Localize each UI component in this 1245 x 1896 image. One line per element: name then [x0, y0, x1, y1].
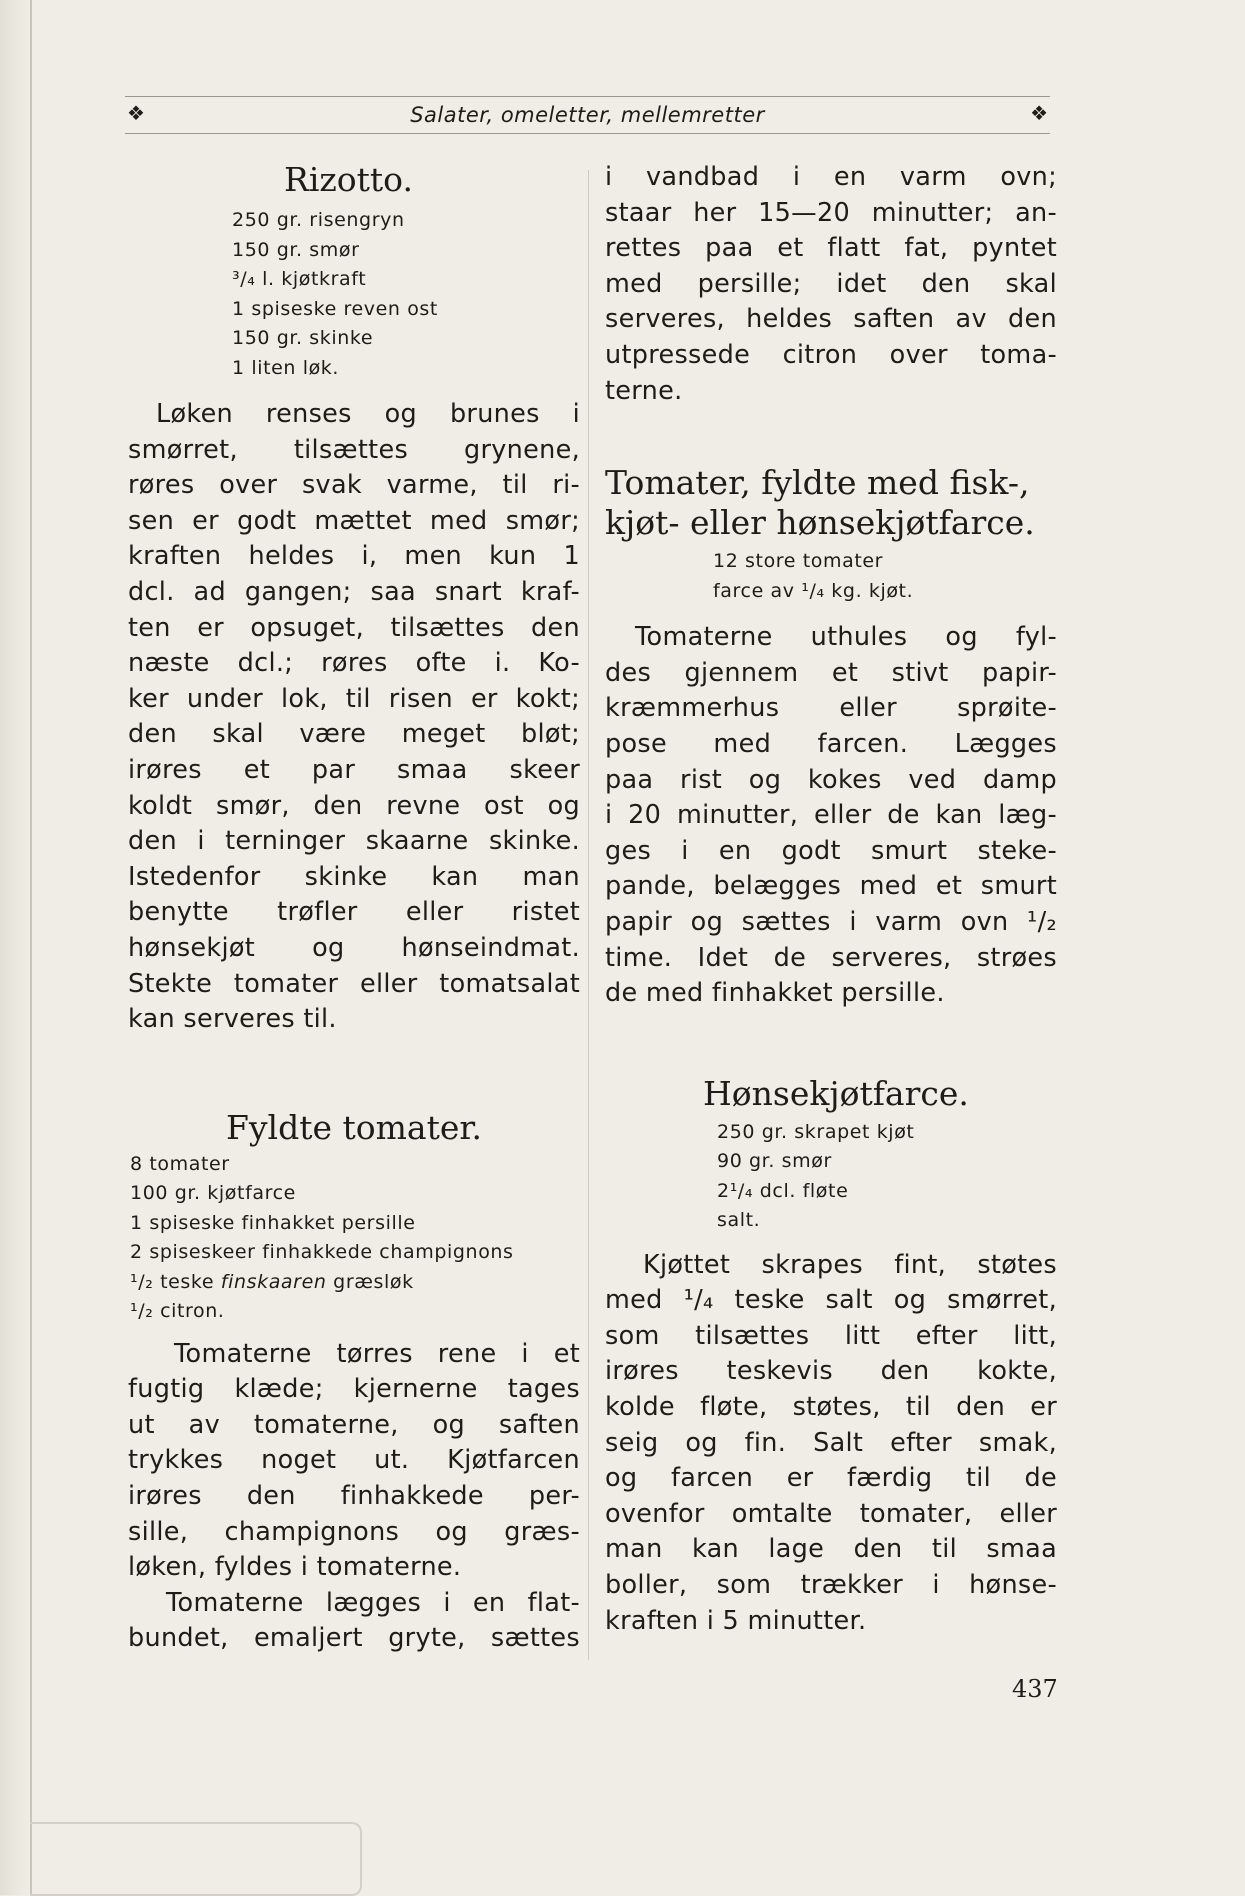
- ingredient: 150 gr. smør: [232, 238, 360, 261]
- text-line: Løken renses og brunes i: [156, 399, 580, 429]
- text-line: staar her 15—20 minutter; an-: [605, 197, 1057, 228]
- text-line: næste dcl.; røres ofte i. Ko-: [128, 648, 580, 679]
- rizotto-text: [128, 397, 580, 1038]
- ingredient-suffix: græsløk: [326, 1270, 414, 1293]
- text-line: og farcen er færdig til de: [605, 1463, 1057, 1494]
- page-tab-outline: [30, 1822, 362, 1896]
- ingredient: 8 tomater: [130, 1152, 230, 1175]
- rizotto-continued-text: [605, 160, 1057, 409]
- ingredient: 1 liten løk.: [232, 356, 340, 379]
- ingredient: [130, 1268, 580, 1298]
- text-line: kan serveres til.: [128, 1004, 337, 1035]
- ingredient: 1 spiseske finhakket persille: [130, 1211, 416, 1234]
- ingredient: 250 gr. risengryn: [232, 209, 405, 231]
- page-binding-edge: [0, 0, 32, 1895]
- ingredient: ¹/₂ citron.: [130, 1300, 225, 1323]
- page-number: 437: [1012, 1675, 1058, 1703]
- ingredient-italic: finskaaren: [220, 1270, 327, 1293]
- ingredient: 90 gr. smør: [717, 1150, 832, 1173]
- tomater-fisk-title-line-2: kjøt- eller hønsekjøtfarce.: [605, 503, 1035, 543]
- text-line: dcl. ad gangen; saa snart kraf-: [128, 576, 580, 607]
- text-line: ker under lok, til risen er kokt;: [128, 683, 580, 714]
- text-line: Stekte tomater eller tomatsalat: [128, 968, 580, 999]
- ingredient: 150 gr. skinke: [232, 327, 374, 349]
- text-line: rettes paa et flatt fat, pyntet: [605, 233, 1057, 264]
- ingredient: 1 spiseske reven ost: [232, 297, 438, 320]
- text-line: terne.: [605, 375, 683, 406]
- text-line: med persille; idet den skal: [605, 268, 1057, 299]
- text-line: utpressede citron over toma-: [605, 339, 1057, 370]
- left-column: [128, 160, 580, 1657]
- running-header: [125, 96, 1050, 134]
- text-line: de med finhakket persille.: [605, 978, 945, 1009]
- ingredient: salt.: [717, 1209, 761, 1232]
- text-line: i vandbad i en varm ovn;: [605, 162, 1057, 192]
- text-line: den skal være meget bløt;: [128, 719, 580, 750]
- text-line: irøres et par smaa skeer: [128, 754, 580, 785]
- text-line: Tomaterne tørres rene i et: [174, 1338, 580, 1369]
- tomater-fisk-text: [605, 620, 1057, 1012]
- ornament-right-icon: ❖: [1030, 101, 1048, 125]
- text-line: den i terninger skaarne skinke.: [128, 826, 580, 857]
- text-line: benytte trøfler eller ristet: [128, 897, 580, 928]
- text-line: des gjennem et stivt papir-: [605, 657, 1057, 688]
- tomater-fisk-ingredients: [713, 547, 1057, 606]
- ingredient: 2¹/₄ dcl. fløte: [717, 1179, 849, 1202]
- text-line: ut av tomaterne, og saften: [128, 1409, 580, 1440]
- text-line: i 20 minutter, eller de kan læg-: [605, 800, 1057, 831]
- text-line: kraften heldes i, men kun 1: [128, 541, 580, 572]
- rizotto-ingredients: [232, 206, 580, 383]
- text-line: trykkes noget ut. Kjøtfarcen: [128, 1445, 580, 1476]
- text-line: sille, champignons og græs-: [128, 1516, 580, 1547]
- text-line: Kjøttet skrapes fint, støtes: [643, 1249, 1057, 1280]
- text-line: kraften i 5 minutter.: [605, 1605, 867, 1636]
- text-line: koldt smør, den revne ost og: [128, 790, 580, 821]
- ingredient: 100 gr. kjøtfarce: [130, 1182, 296, 1205]
- text-line: irøres den finhakkede per-: [128, 1481, 580, 1512]
- text-line: seig og fin. Salt efter smak,: [605, 1427, 1057, 1458]
- honse-ingredients: [717, 1118, 1057, 1236]
- text-line: pande, belægges med et smurt: [605, 871, 1057, 902]
- ingredient: 2 spiseskeer finhakkede champignons: [130, 1241, 514, 1264]
- ingredient: 12 store tomater: [713, 550, 884, 573]
- text-line: smørret, tilsættes grynene,: [128, 434, 580, 465]
- text-line: røres over svak varme, til ri-: [128, 470, 580, 501]
- text-line: pose med farcen. Lægges: [605, 728, 1057, 759]
- fyldte-ingredients: [130, 1150, 580, 1327]
- right-column: [605, 160, 1057, 1639]
- text-line: serveres, heldes saften av den: [605, 304, 1057, 335]
- text-line: Istedenfor skinke kan man: [128, 861, 580, 892]
- text-line: hønsekjøt og hønseindmat.: [128, 932, 580, 963]
- honse-text: [605, 1248, 1057, 1640]
- ingredient: ³/₄ l. kjøtkraft: [232, 268, 367, 290]
- text-line: som tilsættes litt efter litt,: [605, 1320, 1057, 1351]
- text-line: kolde fløte, støtes, til den er: [605, 1392, 1057, 1423]
- text-line: boller, som trækker i hønse-: [605, 1570, 1057, 1601]
- text-line: ovenfor omtalte tomater, eller: [605, 1498, 1057, 1529]
- text-line: papir og sættes i varm ovn ¹/₂: [605, 906, 1057, 937]
- text-line: fugtig klæde; kjernerne tages: [128, 1374, 580, 1405]
- ingredient-prefix: ¹/₂ teske: [130, 1270, 221, 1293]
- text-line: sen er godt mættet med smør;: [128, 505, 580, 536]
- text-line: time. Idet de serveres, strøes: [605, 942, 1057, 973]
- column-divider: [588, 170, 589, 1660]
- text-line: Tomaterne uthules og fyl-: [635, 622, 1057, 653]
- ingredient: farce av ¹/₄ kg. kjøt.: [713, 579, 914, 602]
- text-line: man kan lage den til smaa: [605, 1534, 1057, 1565]
- fyldte-text: [128, 1337, 580, 1657]
- running-header-title: Salater, omeletter, mellemretter: [410, 103, 765, 127]
- text-line: ges i en godt smurt steke-: [605, 835, 1057, 866]
- text-line: ten er opsuget, tilsættes den: [128, 612, 580, 643]
- text-line: paa rist og kokes ved damp: [605, 764, 1057, 795]
- tomater-fisk-title-line-1: Tomater, fyldte med fisk-,: [605, 463, 1030, 503]
- text-line: Tomaterne lægges i en flat-: [166, 1587, 580, 1618]
- text-line: kræmmerhus eller sprøite-: [605, 693, 1057, 724]
- text-line: bundet, emaljert gryte, sættes: [128, 1623, 580, 1654]
- honse-title: Hønsekjøtfarce.: [703, 1073, 969, 1113]
- text-line: løken, fyldes i tomaterne.: [128, 1552, 462, 1583]
- ornament-left-icon: ❖: [127, 101, 145, 125]
- rizotto-title: Rizotto.: [284, 160, 413, 199]
- fyldte-title: Fyldte tomater.: [226, 1107, 483, 1147]
- text-line: med ¹/₄ teske salt og smørret,: [605, 1285, 1057, 1316]
- ingredient: 250 gr. skrapet kjøt: [717, 1120, 915, 1143]
- text-line: irøres teskevis den kokte,: [605, 1356, 1057, 1387]
